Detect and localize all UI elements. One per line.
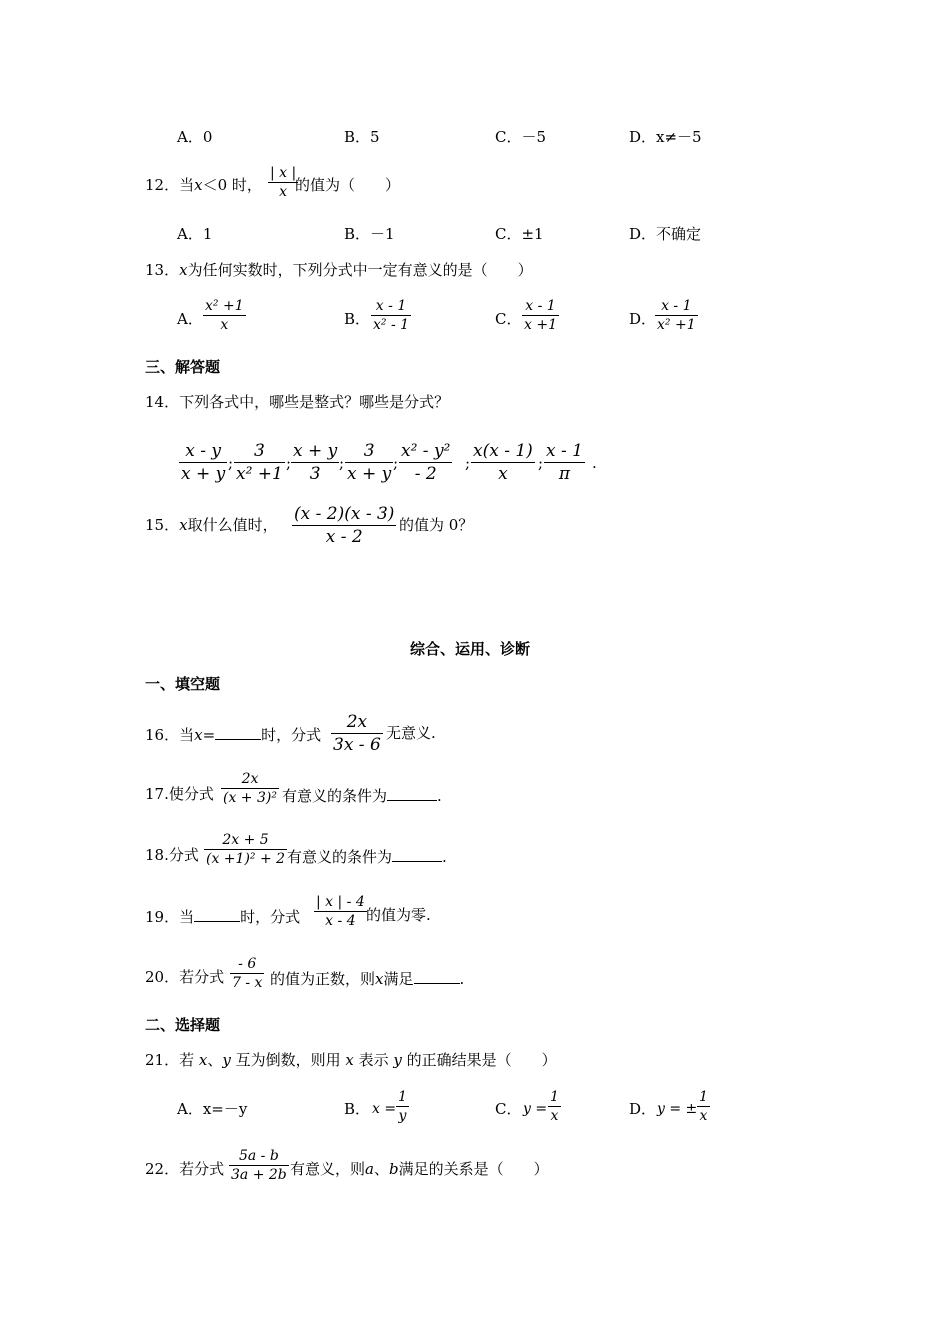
q15-text: 取什么值时， — [187, 516, 278, 534]
q17-end: . — [437, 787, 442, 805]
q21-text: 、 — [207, 1051, 223, 1069]
q17-fraction — [221, 770, 279, 807]
q22-pre: 22．若分式 — [145, 1160, 225, 1178]
q11-option-d: D．x≠－5 — [629, 128, 702, 146]
q13-stem — [145, 260, 533, 280]
q18-tail-text: 有意义的条件为 — [287, 848, 393, 866]
q14-sep: ; — [465, 454, 471, 472]
q21-var: x — [345, 1051, 354, 1069]
q22-var-a: a — [365, 1160, 374, 1178]
q19-pre: 19．当 — [145, 908, 195, 926]
q21-var: y — [222, 1051, 231, 1069]
q19-denominator: x - 4 — [325, 913, 356, 929]
q12-number: 12．当 — [145, 176, 195, 194]
q16-number: 16．当 — [145, 726, 195, 744]
q14-expr-1 — [179, 440, 227, 485]
q12-option-a: A．1 — [177, 225, 213, 243]
q15-number: 15． — [145, 516, 180, 534]
q14-e5-num: x² - y² — [401, 441, 451, 461]
q14-e1-den: x + y — [181, 464, 226, 484]
q19-mid: 时，分式 — [240, 908, 301, 926]
q11-option-a: A．0 — [177, 128, 213, 146]
q22-tail — [290, 1159, 549, 1179]
section-heading-fill: 一、填空题 — [145, 675, 221, 693]
q16-tail: 无意义. — [386, 724, 436, 742]
q16-stem — [145, 723, 321, 745]
q21-d-den: x — [699, 1108, 708, 1124]
q22-denominator: 3a + 2b — [231, 1167, 287, 1183]
q21-option-c-pre: y = — [523, 1101, 548, 1117]
q21-option-d-pre: y = ± — [657, 1101, 698, 1117]
q21-option-b-pre: x = — [372, 1101, 397, 1117]
q21-option-d-label: D． — [629, 1100, 657, 1118]
q21-text: 互为倒数，则用 — [230, 1051, 346, 1069]
q21-option-c-label: C． — [495, 1100, 522, 1118]
q19-numerator: | x | - 4 — [316, 894, 365, 910]
q21-option-a: A．x=－y — [177, 1100, 248, 1118]
q14-sep: ; — [228, 454, 234, 472]
q21-text: 表示 — [353, 1051, 394, 1069]
section-title: 综合、运用、诊断 — [410, 640, 531, 658]
q12-option-c: C．±1 — [495, 225, 544, 243]
q11-option-b: B．5 — [344, 128, 380, 146]
section-heading-choice: 二、选择题 — [145, 1016, 221, 1034]
q14-sep: ; — [538, 454, 544, 472]
q14-e2-num: 3 — [254, 441, 265, 461]
q21-var: y — [393, 1051, 402, 1069]
q16-fraction — [331, 711, 383, 756]
q19-fraction — [314, 893, 367, 930]
q12-option-b: B．－1 — [344, 225, 395, 243]
q21-stem — [145, 1050, 557, 1070]
q12-cond: ＜0 时， — [202, 176, 262, 194]
q14-e2-den: x² +1 — [236, 464, 283, 484]
q13-fraction-b — [371, 297, 411, 334]
q18-denominator: (x +1)² + 2 — [206, 851, 286, 867]
q13-label-d: D． — [629, 310, 657, 328]
q13-label-c: C． — [495, 310, 522, 328]
q16-denominator: 3x - 6 — [333, 735, 381, 755]
q17-denominator: (x + 3)² — [223, 790, 277, 806]
q22-tail-text: 满足的关系是（ ） — [398, 1160, 549, 1178]
q14-expr-6 — [471, 440, 535, 485]
q14-e3-num: x + y — [293, 441, 338, 461]
q14-stem: 14．下列各式中，哪些是整式？哪些是分式？ — [145, 393, 450, 411]
q19-tail: 的值为零. — [366, 906, 431, 924]
q14-expr-3 — [291, 440, 339, 485]
q20-tail-text: 的值为正数，则 — [270, 970, 376, 988]
q14-sep: ; — [393, 454, 399, 472]
q20-blank[interactable] — [414, 967, 460, 984]
q15-fraction — [292, 503, 396, 548]
q22-var-b: b — [388, 1160, 399, 1178]
q13-var: x — [179, 261, 188, 279]
q16-mid: 时，分式 — [261, 726, 322, 744]
q21-text: 的正确结果是（ ） — [401, 1051, 557, 1069]
q18-pre: 18.分式 — [145, 846, 199, 864]
q17-blank[interactable] — [387, 784, 437, 801]
q18-end: . — [442, 848, 447, 866]
q18-numerator: 2x + 5 — [222, 832, 269, 848]
q12-option-d: D．不确定 — [629, 225, 702, 243]
q21-option-c-fraction — [548, 1088, 561, 1125]
q12-stem — [145, 175, 262, 195]
q16-eq: = — [202, 726, 216, 744]
q16-numerator: 2x — [346, 712, 368, 732]
q18-blank[interactable] — [392, 845, 442, 862]
q14-expr-4 — [345, 440, 393, 485]
q22-sep: 、 — [373, 1160, 389, 1178]
q14-expr-5 — [399, 440, 452, 485]
q14-e6-num: x(x - 1) — [473, 441, 533, 461]
q14-end: . — [592, 454, 597, 472]
q12-fraction — [268, 164, 298, 201]
q20-var: x — [375, 970, 384, 988]
q16-var: x — [194, 726, 203, 744]
section-heading-answers: 三、解答题 — [145, 358, 221, 376]
q15-var: x — [179, 516, 188, 534]
q14-e5-den: - 2 — [414, 464, 437, 484]
q15-numerator: (x - 2)(x - 3) — [294, 504, 395, 524]
q21-c-den: x — [550, 1108, 559, 1124]
q13-b-den: x² - 1 — [373, 317, 410, 333]
q12-tail: 的值为（ ） — [295, 176, 401, 194]
q22-mid: 有意义，则 — [290, 1160, 366, 1178]
q11-option-c: C．－5 — [495, 128, 547, 146]
q17-pre: 17.使分式 — [145, 785, 214, 803]
q14-e3-den: 3 — [309, 464, 321, 484]
q14-expr-7 — [544, 440, 585, 485]
q20-end: . — [459, 970, 465, 988]
q13-d-den: x² +1 — [657, 317, 696, 333]
q13-c-num: x - 1 — [525, 298, 556, 314]
q13-b-num: x - 1 — [375, 298, 407, 314]
q22-fraction — [229, 1147, 289, 1184]
q16-blank[interactable] — [215, 723, 261, 740]
q20-denominator: 7 - x — [232, 975, 263, 991]
q21-option-b-label: B． — [344, 1100, 371, 1118]
q13-fraction-c — [522, 297, 559, 334]
q14-e1-num: x - y — [185, 441, 221, 461]
q18-tail — [287, 845, 447, 867]
q21-option-d-fraction — [697, 1088, 710, 1125]
q14-e4-num: 3 — [363, 441, 375, 461]
q13-d-num: x - 1 — [661, 298, 692, 314]
q13-fraction-d — [655, 297, 698, 334]
q14-e7-den: π — [558, 464, 571, 484]
q13-a-den: x — [220, 317, 229, 333]
q15-denominator: x - 2 — [325, 527, 363, 547]
q15-stem — [145, 515, 278, 535]
q12-var: x — [194, 176, 203, 194]
q13-a-num: x² +1 — [205, 298, 244, 314]
q14-e4-den: x + y — [347, 464, 392, 484]
q18-fraction — [204, 831, 287, 868]
q20-pre: 20．若分式 — [145, 968, 225, 986]
q14-e7-num: x - 1 — [546, 441, 583, 461]
q22-numerator: 5a - b — [238, 1148, 279, 1164]
q20-fraction — [230, 955, 264, 992]
q12-numerator: | x | — [270, 165, 297, 181]
q13-fraction-a — [203, 297, 246, 334]
q20-numerator: - 6 — [238, 956, 257, 972]
q21-text: 21．若 — [145, 1051, 199, 1069]
q21-c-num: 1 — [550, 1089, 559, 1105]
q13-label-a: A． — [177, 310, 203, 328]
q20-tail — [270, 967, 464, 989]
q13-c-den: x +1 — [524, 317, 557, 333]
q21-b-num: 1 — [398, 1089, 407, 1105]
q14-sep: ; — [339, 454, 345, 472]
q17-numerator: 2x — [241, 771, 259, 787]
q13-number: 13． — [145, 261, 180, 279]
q12-denominator: x — [279, 184, 288, 200]
q14-e6-den: x — [498, 464, 508, 484]
q15-tail: 的值为 0？ — [399, 516, 474, 534]
q21-d-num: 1 — [699, 1089, 708, 1105]
q20-tail-text2: 满足 — [383, 970, 414, 988]
q17-tail-text: 有意义的条件为 — [282, 787, 388, 805]
q21-var: x — [198, 1051, 208, 1069]
q14-sep: ; — [286, 454, 292, 472]
q13-label-b: B． — [344, 310, 371, 328]
q19-stem — [145, 905, 300, 927]
q21-b-den: y — [398, 1108, 407, 1124]
q14-expr-2 — [234, 440, 285, 485]
q19-blank[interactable] — [194, 905, 240, 922]
q13-text: 为任何实数时，下列分式中一定有意义的是（ ） — [187, 261, 533, 279]
q17-tail — [282, 784, 442, 806]
q21-option-b-fraction — [396, 1088, 409, 1125]
